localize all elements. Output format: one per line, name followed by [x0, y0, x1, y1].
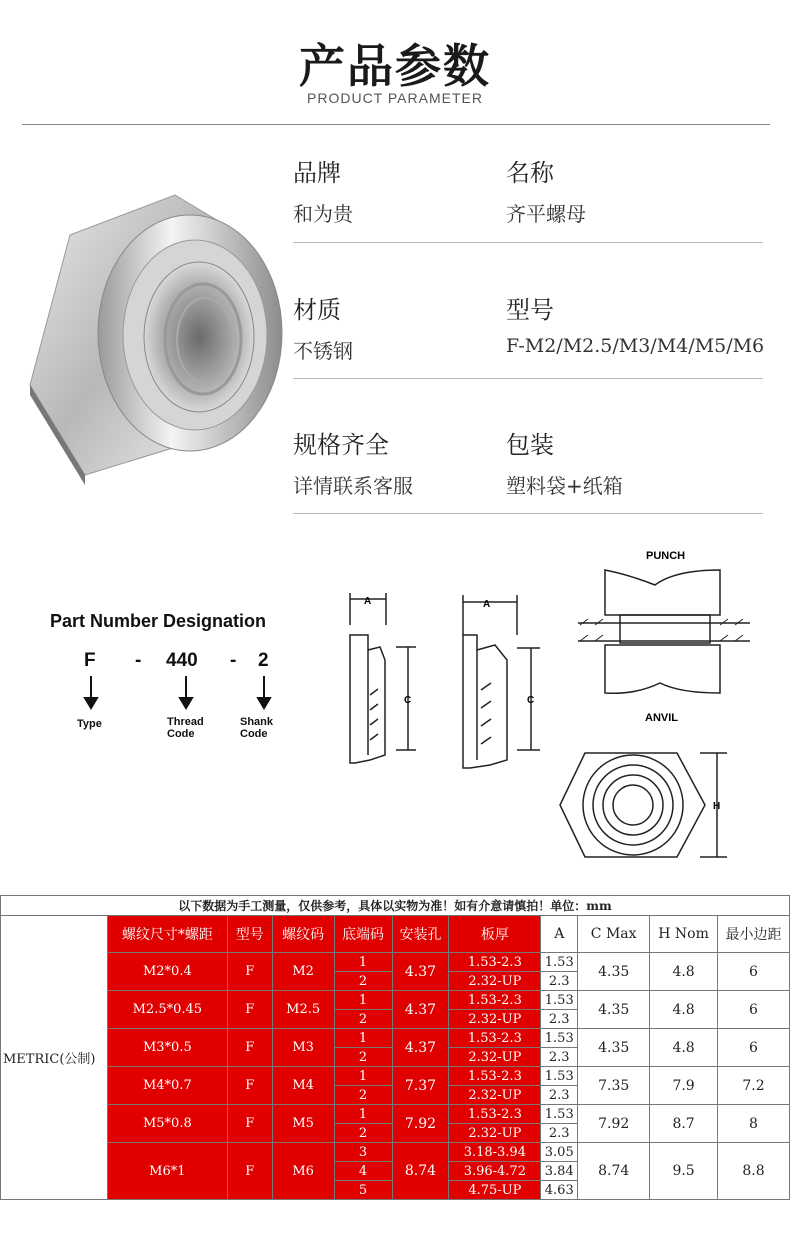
cell-shank: 2 — [334, 1086, 392, 1105]
cell-c-max: 4.35 — [578, 991, 650, 1029]
page-subtitle: PRODUCT PARAMETER — [307, 90, 483, 106]
cross-section-drawing-2 — [455, 590, 555, 780]
param-brand-label: 品牌 — [293, 159, 341, 187]
cell-type: F — [227, 1067, 272, 1105]
designation-part-shank: 2 — [258, 650, 269, 671]
param-spec-label: 规格齐全 — [293, 431, 389, 459]
cell-a: 1.53 — [541, 1105, 578, 1124]
spec-table — [0, 895, 790, 1200]
header-thickness: 板厚 — [449, 916, 541, 953]
metric-label: METRIC(公制) — [1, 916, 108, 1200]
cell-thickness: 1.53-2.3 — [449, 991, 541, 1010]
cell-type: F — [227, 1143, 272, 1200]
divider — [293, 378, 763, 379]
cell-h-nom: 4.8 — [650, 1029, 718, 1067]
param-model-label: 型号 — [506, 296, 554, 324]
cell-c-max: 4.35 — [578, 953, 650, 991]
table-note: 以下数据为手工测量，仅供参考，具体以实物为准！如有介意请慎拍！单位：mm — [1, 896, 790, 916]
cell-shank: 2 — [334, 1010, 392, 1029]
cell-type: F — [227, 1105, 272, 1143]
dimension-c-label: C — [404, 695, 412, 706]
param-name-value: 齐平螺母 — [506, 202, 586, 226]
cell-min-edge: 8 — [718, 1105, 790, 1143]
cell-h-nom: 8.7 — [650, 1105, 718, 1143]
cell-type: F — [227, 1029, 272, 1067]
header-a: A — [541, 916, 578, 953]
param-name-label: 名称 — [506, 159, 554, 187]
header-h-nom: H Nom — [650, 916, 718, 953]
cell-a: 1.53 — [541, 991, 578, 1010]
cell-a: 3.05 — [541, 1143, 578, 1162]
cell-size: M5*0.8 — [107, 1105, 227, 1143]
param-spec-value: 详情联系客服 — [293, 474, 413, 498]
header-hole: 安装孔 — [392, 916, 449, 953]
part-number-diagram — [40, 600, 310, 750]
cell-thread-code: M4 — [272, 1067, 334, 1105]
cell-c-max: 4.35 — [578, 1029, 650, 1067]
punch-label: PUNCH — [646, 550, 686, 562]
header-c-max: C Max — [578, 916, 650, 953]
cell-min-edge: 8.8 — [718, 1143, 790, 1200]
cell-hole: 7.37 — [392, 1067, 449, 1105]
designation-dash-2: - — [230, 650, 237, 671]
cell-thickness: 2.32-UP — [449, 1010, 541, 1029]
header-min-edge: 最小边距 — [718, 916, 790, 953]
cell-min-edge: 6 — [718, 1029, 790, 1067]
dimension-h-label: H — [713, 801, 721, 812]
cell-thickness: 3.18-3.94 — [449, 1143, 541, 1162]
cell-size: M2.5*0.45 — [107, 991, 227, 1029]
designation-label-thread-text-line2: Code — [167, 728, 195, 740]
designation-title: Part Number Designation — [50, 611, 267, 631]
cell-a: 2.3 — [541, 1086, 578, 1105]
cell-type: F — [227, 953, 272, 991]
dimension-c-label-2: C — [527, 695, 535, 706]
dimension-a-label-2: A — [483, 599, 491, 610]
cell-size: M6*1 — [107, 1143, 227, 1200]
cell-size: M4*0.7 — [107, 1067, 227, 1105]
designation-label-type: Type — [77, 718, 102, 730]
cell-hole: 7.92 — [392, 1105, 449, 1143]
cell-a: 2.3 — [541, 1010, 578, 1029]
cell-thickness: 1.53-2.3 — [449, 1029, 541, 1048]
cell-thickness: 1.53-2.3 — [449, 1105, 541, 1124]
param-brand-value: 和为贵 — [293, 202, 353, 226]
header-shank-code: 底端码 — [334, 916, 392, 953]
cell-thread-code: M2.5 — [272, 991, 334, 1029]
product-photo — [25, 185, 285, 485]
cell-shank: 2 — [334, 972, 392, 991]
cell-a: 1.53 — [541, 1067, 578, 1086]
designation-part-type: F — [84, 650, 96, 671]
cell-hole: 8.74 — [392, 1143, 449, 1200]
param-package-label: 包装 — [506, 431, 554, 459]
cell-thickness: 3.96-4.72 — [449, 1162, 541, 1181]
cell-hole: 4.37 — [392, 953, 449, 991]
cell-c-max: 7.35 — [578, 1067, 650, 1105]
designation-dash-1: - — [135, 650, 142, 671]
cell-min-edge: 6 — [718, 991, 790, 1029]
param-model-value: F-M2/M2.5/M3/M4/M5/M6 — [506, 335, 765, 357]
cell-thickness: 2.32-UP — [449, 972, 541, 991]
cell-a: 1.53 — [541, 953, 578, 972]
cell-size: M2*0.4 — [107, 953, 227, 991]
dimension-a-label: A — [364, 596, 372, 607]
cell-shank: 5 — [334, 1181, 392, 1200]
designation-label-shank-text: Shank — [240, 716, 274, 728]
cell-a: 2.3 — [541, 972, 578, 991]
cell-c-max: 8.74 — [578, 1143, 650, 1200]
cell-thread-code: M5 — [272, 1105, 334, 1143]
cell-a: 3.84 — [541, 1162, 578, 1181]
cell-min-edge: 6 — [718, 953, 790, 991]
cell-thread-code: M2 — [272, 953, 334, 991]
cell-thickness: 1.53-2.3 — [449, 953, 541, 972]
header-thread-code: 螺纹码 — [272, 916, 334, 953]
param-package-value: 塑料袋+纸箱 — [506, 474, 623, 498]
cell-a: 1.53 — [541, 1029, 578, 1048]
cell-shank: 3 — [334, 1143, 392, 1162]
hex-top-view — [555, 745, 755, 870]
punch-anvil-drawing — [570, 545, 770, 725]
cell-hole: 4.37 — [392, 991, 449, 1029]
cross-section-drawing-1 — [340, 585, 430, 775]
header-size: 螺纹尺寸*螺距 — [107, 916, 227, 953]
cell-a: 2.3 — [541, 1048, 578, 1067]
cell-shank: 1 — [334, 1029, 392, 1048]
cell-shank: 1 — [334, 1105, 392, 1124]
cell-shank: 4 — [334, 1162, 392, 1181]
cell-shank: 2 — [334, 1124, 392, 1143]
divider — [293, 513, 763, 514]
cell-a: 4.63 — [541, 1181, 578, 1200]
designation-label-shank — [240, 716, 276, 740]
param-material-label: 材质 — [293, 296, 341, 324]
cell-thread-code: M3 — [272, 1029, 334, 1067]
cell-c-max: 7.92 — [578, 1105, 650, 1143]
cell-h-nom: 4.8 — [650, 953, 718, 991]
header-type: 型号 — [227, 916, 272, 953]
cell-shank: 1 — [334, 953, 392, 972]
cell-a: 2.3 — [541, 1124, 578, 1143]
designation-label-thread-text: Thread — [167, 716, 204, 728]
anvil-label: ANVIL — [645, 712, 678, 724]
cell-thickness: 2.32-UP — [449, 1048, 541, 1067]
cell-hole: 4.37 — [392, 1029, 449, 1067]
cell-h-nom: 9.5 — [650, 1143, 718, 1200]
designation-part-thread: 440 — [166, 650, 198, 671]
cell-min-edge: 7.2 — [718, 1067, 790, 1105]
cell-shank: 2 — [334, 1048, 392, 1067]
cell-thickness: 2.32-UP — [449, 1086, 541, 1105]
cell-shank: 1 — [334, 1067, 392, 1086]
cell-shank: 1 — [334, 991, 392, 1010]
cell-type: F — [227, 991, 272, 1029]
cell-thickness: 4.75-UP — [449, 1181, 541, 1200]
cell-h-nom: 4.8 — [650, 991, 718, 1029]
designation-label-thread — [167, 716, 207, 740]
divider — [293, 242, 763, 243]
param-material-value: 不锈钢 — [293, 339, 353, 363]
designation-label-shank-text-line2: Code — [240, 728, 268, 740]
cell-thickness: 2.32-UP — [449, 1124, 541, 1143]
cell-size: M3*0.5 — [107, 1029, 227, 1067]
cell-thickness: 1.53-2.3 — [449, 1067, 541, 1086]
cell-thread-code: M6 — [272, 1143, 334, 1200]
page-title: 产品参数 — [299, 39, 491, 93]
divider — [22, 124, 770, 125]
cell-h-nom: 7.9 — [650, 1067, 718, 1105]
